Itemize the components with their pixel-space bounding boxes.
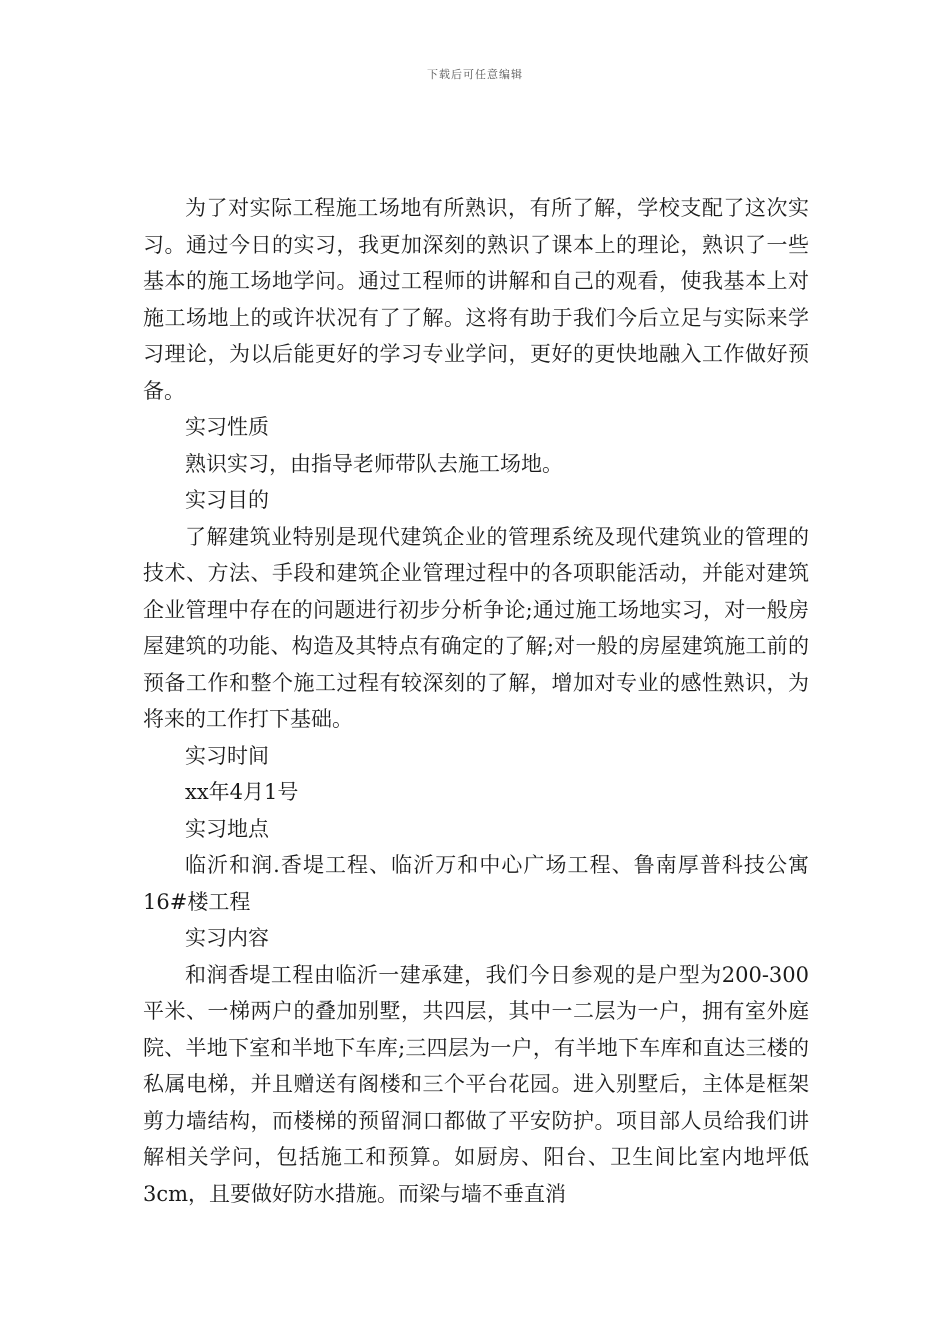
purpose-paragraph: 了解建筑业特别是现代建筑企业的管理系统及现代建筑业的管理的技术、方法、手段和建筑企业管理过程中的各项职能活动，并能对建筑企业管理中存在的问题进行初步分析争论;通过施工场地实习，对一般房屋建筑的功能、构造及其特点有确定的了解;对一般的房屋建筑施工前的预备工作和整个施工过程有较深刻的了解，增加对专业的感性熟识，为将来的工作打下基础。 xyxy=(143,524,809,731)
section-heading-nature: 实习性质 xyxy=(185,415,269,439)
section-heading-location: 实习地点 xyxy=(185,816,269,841)
time-paragraph: xx年4月1号 xyxy=(185,780,299,804)
content-paragraph: 和润香堤工程由临沂一建承建，我们今日参观的是户型为200-300平米、一梯两户的叠加别墅，共四层，其中一二层为一户，拥有室外庭院、半地下室和半地下车库;三四层为一户，有半地下车库和直达三楼的私属电梯，并且赠送有阁楼和三个平台花园。进入别墅后，主体是框架剪力墙结构，而楼梯的预留洞口都做了平安防护。项目部人员给我们讲解相关学问，包括施工和预算。如厨房、阳台、卫生间比室内地坪低3cm，且要做好防水措施。而梁与墙不垂直消 xyxy=(143,962,809,1206)
intro-paragraph: 为了对实际工程施工场地有所熟识，有所了解，学校支配了这次实习。通过今日的实习，我更加深刻的熟识了课本上的理论，熟识了一些基本的施工场地学问。通过工程师的讲解和自己的观看，使我基本上对施工场地上的或许状况有了了解。这将有助于我们今后立足与实际来学习理论，为以后能更好的学习专业学问，更好的更快地融入工作做好预备。 xyxy=(143,196,809,403)
section-heading-time: 实习时间 xyxy=(185,743,269,768)
location-paragraph: 临沂和润.香堤工程、临沂万和中心广场工程、鲁南厚普科技公寓16#楼工程 xyxy=(143,853,809,914)
nature-paragraph: 熟识实习，由指导老师带队去施工场地。 xyxy=(185,451,563,476)
section-heading-purpose: 实习目的 xyxy=(185,488,269,512)
page-header-note: 下载后可任意编辑 xyxy=(427,68,523,81)
section-heading-content: 实习内容 xyxy=(185,926,269,950)
document-body xyxy=(143,190,809,1212)
